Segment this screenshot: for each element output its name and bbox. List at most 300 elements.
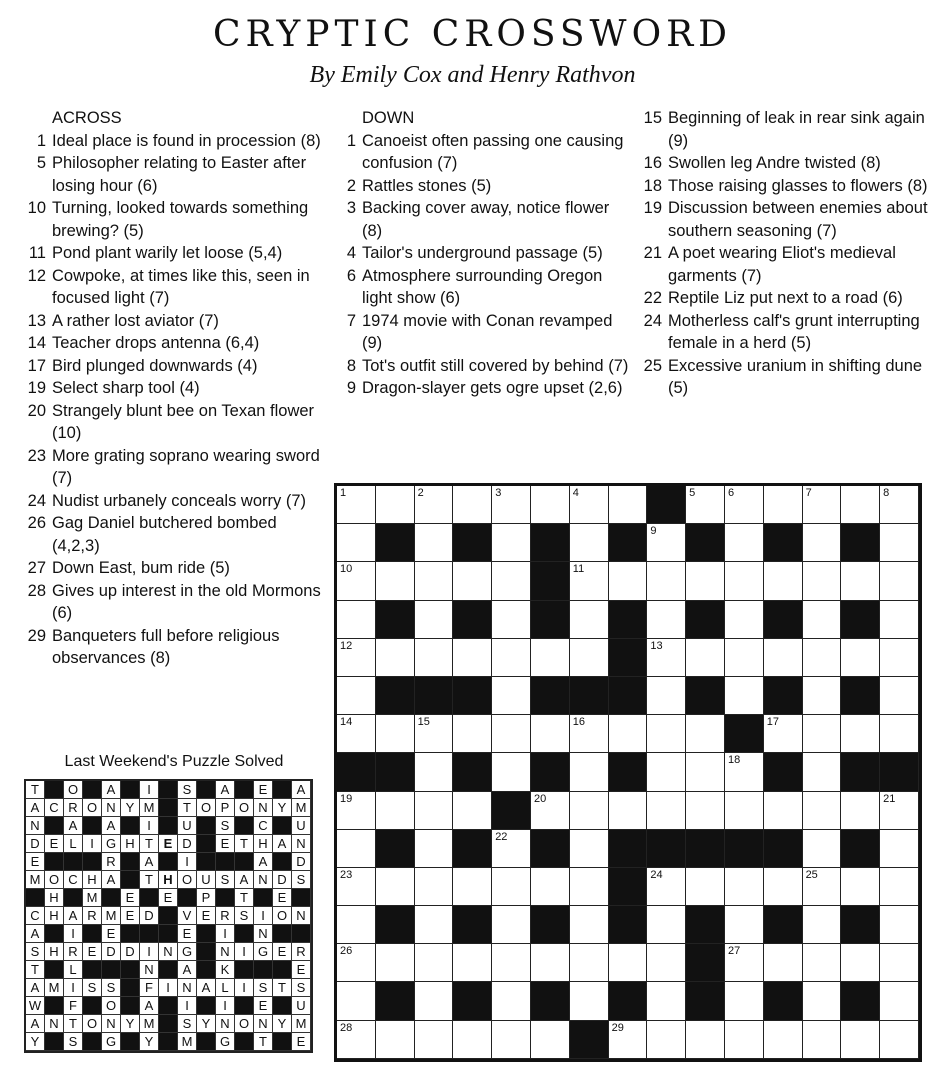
solved-letter-cell: A — [140, 853, 159, 871]
solved-letter-cell: L — [216, 979, 235, 997]
solved-letter-cell: N — [26, 817, 45, 835]
solved-block-cell — [292, 889, 311, 907]
grid-cell[interactable] — [647, 1021, 686, 1059]
grid-block-cell — [686, 830, 725, 868]
grid-cell[interactable] — [803, 753, 842, 791]
grid-cell[interactable] — [337, 944, 376, 982]
grid-cell[interactable] — [570, 982, 609, 1020]
grid-cell[interactable] — [880, 639, 919, 677]
grid-cell[interactable] — [725, 562, 764, 600]
solved-block-cell — [235, 817, 254, 835]
grid-cell[interactable] — [492, 906, 531, 944]
grid-cell[interactable] — [531, 868, 570, 906]
grid-cell[interactable] — [841, 639, 880, 677]
grid-cell[interactable] — [725, 906, 764, 944]
solved-block-cell — [121, 979, 140, 997]
grid-cell[interactable] — [531, 792, 570, 830]
solved-letter-cell: N — [254, 871, 273, 889]
grid-cell[interactable] — [764, 639, 803, 677]
solved-letter-cell: E — [121, 889, 140, 907]
grid-cell[interactable] — [492, 677, 531, 715]
solved-letter-cell: C — [26, 907, 45, 925]
grid-block-cell — [531, 982, 570, 1020]
grid-cell[interactable] — [841, 715, 880, 753]
grid-cell[interactable] — [453, 562, 492, 600]
clue-number: 3 — [346, 199, 356, 217]
clue — [334, 310, 634, 355]
solved-letter-cell: F — [140, 979, 159, 997]
grid-cell[interactable] — [492, 753, 531, 791]
grid-cell[interactable] — [880, 486, 919, 524]
grid-cell[interactable] — [803, 562, 842, 600]
clue — [640, 197, 930, 242]
grid-cell[interactable] — [880, 715, 919, 753]
solved-letter-cell: E — [273, 889, 292, 907]
grid-cell[interactable] — [376, 486, 415, 524]
grid-cell[interactable] — [492, 944, 531, 982]
grid-cell[interactable] — [725, 944, 764, 982]
clue-number: 22 — [643, 289, 662, 307]
grid-cell[interactable] — [647, 982, 686, 1020]
solved-letter-cell: C — [254, 817, 273, 835]
grid-cell[interactable] — [803, 830, 842, 868]
grid-cell[interactable] — [764, 944, 803, 982]
grid-cell[interactable] — [415, 944, 454, 982]
grid-cell[interactable] — [841, 944, 880, 982]
grid-cell[interactable] — [337, 639, 376, 677]
grid-cell[interactable] — [531, 486, 570, 524]
grid-cell[interactable] — [492, 868, 531, 906]
grid-cell[interactable] — [337, 524, 376, 562]
solved-block-cell — [235, 925, 254, 943]
grid-block-cell — [531, 753, 570, 791]
grid-block-cell — [376, 830, 415, 868]
solved-letter-cell: R — [102, 853, 121, 871]
solved-letter-cell: A — [26, 979, 45, 997]
grid-cell[interactable] — [531, 944, 570, 982]
solved-letter-cell: Y — [197, 1015, 216, 1033]
solved-letter-cell: R — [83, 907, 102, 925]
grid-cell[interactable] — [376, 639, 415, 677]
grid-cell[interactable] — [609, 715, 648, 753]
grid-cell[interactable] — [725, 524, 764, 562]
solved-caption: Last Weekend's Puzzle Solved — [64, 753, 284, 770]
grid-cell[interactable] — [492, 486, 531, 524]
grid-cell[interactable] — [376, 715, 415, 753]
grid-cell[interactable] — [647, 677, 686, 715]
grid-cell[interactable] — [492, 1021, 531, 1059]
grid-cell[interactable] — [415, 1021, 454, 1059]
grid-cell[interactable] — [647, 868, 686, 906]
grid-cell[interactable] — [764, 715, 803, 753]
grid-block-cell — [337, 753, 376, 791]
clue-text: A rather lost aviator (7) — [52, 311, 219, 330]
solved-block-cell — [45, 1033, 64, 1051]
grid-cell[interactable] — [647, 715, 686, 753]
grid-cell[interactable] — [647, 562, 686, 600]
cell-number: 17 — [766, 716, 780, 729]
grid-block-cell — [376, 753, 415, 791]
cell-number: 3 — [495, 487, 502, 499]
solved-letter-cell: I — [178, 853, 197, 871]
grid-cell[interactable] — [376, 792, 415, 830]
clue-number: 24 — [643, 311, 662, 330]
clue-number: 19 — [643, 199, 662, 217]
clue-text: Teacher drops antenna (6,4) — [52, 334, 260, 352]
grid-block-cell — [764, 906, 803, 944]
solved-letter-cell: A — [235, 871, 254, 889]
grid-cell[interactable] — [415, 906, 454, 944]
solved-block-cell — [121, 1033, 140, 1051]
grid-cell[interactable] — [492, 562, 531, 600]
grid-cell[interactable] — [376, 562, 415, 600]
grid-cell[interactable] — [647, 524, 686, 562]
solved-letter-cell: A — [26, 925, 45, 943]
grid-cell[interactable] — [841, 1021, 880, 1059]
grid-cell[interactable] — [570, 906, 609, 944]
solved-letter-cell: T — [235, 835, 254, 853]
grid-cell[interactable] — [803, 677, 842, 715]
grid-block-cell — [725, 715, 764, 753]
grid-cell[interactable] — [803, 944, 842, 982]
solved-letter-cell: G — [178, 943, 197, 961]
grid-cell[interactable] — [570, 868, 609, 906]
solved-letter-cell: T — [178, 799, 197, 817]
clue — [24, 490, 324, 513]
grid-cell[interactable] — [880, 792, 919, 830]
grid-cell[interactable] — [725, 639, 764, 677]
clue — [640, 242, 930, 287]
grid-cell[interactable] — [686, 562, 725, 600]
grid-cell[interactable] — [453, 639, 492, 677]
grid-block-cell — [609, 753, 648, 791]
grid-cell[interactable] — [764, 562, 803, 600]
solved-block-cell — [254, 889, 273, 907]
grid-cell[interactable] — [415, 982, 454, 1020]
grid-cell[interactable] — [880, 562, 919, 600]
grid-cell[interactable] — [453, 486, 492, 524]
solved-letter-cell: D — [102, 943, 121, 961]
grid-cell[interactable] — [531, 639, 570, 677]
grid-cell[interactable] — [570, 944, 609, 982]
cell-number: 23 — [340, 868, 353, 881]
grid-cell[interactable] — [803, 601, 842, 639]
grid-cell[interactable] — [647, 753, 686, 791]
grid-cell[interactable] — [880, 982, 919, 1020]
clue-text: Those raising glasses to flowers (8) — [668, 176, 928, 195]
cell-number: 6 — [727, 487, 735, 499]
solved-letter-cell: H — [159, 871, 178, 889]
cell-number: 10 — [340, 563, 353, 576]
grid-cell[interactable] — [686, 868, 725, 906]
grid-cell[interactable] — [880, 1021, 919, 1059]
cell-number: 21 — [883, 792, 896, 805]
solved-letter-cell: N — [254, 799, 273, 817]
grid-cell[interactable] — [376, 868, 415, 906]
clue-number: 4 — [346, 244, 356, 262]
grid-block-cell — [531, 677, 570, 715]
grid-cell[interactable] — [337, 1021, 376, 1059]
grid-cell[interactable] — [880, 830, 919, 868]
grid-cell[interactable] — [880, 524, 919, 562]
clue — [24, 197, 324, 242]
solved-letter-cell: S — [292, 979, 311, 997]
solved-block-cell — [292, 925, 311, 943]
grid-cell[interactable] — [841, 868, 880, 906]
clue — [334, 175, 634, 198]
clue-text: 1974 movie with Conan revamped (9) — [362, 311, 613, 352]
grid-cell[interactable] — [803, 906, 842, 944]
solved-letter-cell: T — [26, 961, 45, 979]
grid-cell[interactable] — [453, 792, 492, 830]
cell-number: 19 — [340, 792, 353, 805]
grid-cell[interactable] — [725, 982, 764, 1020]
grid-block-cell — [764, 601, 803, 639]
grid-cell[interactable] — [415, 639, 454, 677]
grid-cell[interactable] — [492, 601, 531, 639]
grid-cell[interactable] — [570, 639, 609, 677]
grid-cell[interactable] — [337, 601, 376, 639]
clue — [334, 355, 634, 378]
clue-text: Canoeist often passing one causing confusion (7) — [362, 131, 624, 172]
solved-block-cell — [83, 1033, 102, 1051]
grid-cell[interactable] — [570, 562, 609, 600]
grid-cell[interactable] — [415, 715, 454, 753]
solved-letter-cell: A — [64, 907, 83, 925]
grid-cell[interactable] — [570, 792, 609, 830]
grid-cell[interactable] — [803, 715, 842, 753]
solved-block-cell — [159, 817, 178, 835]
grid-cell[interactable] — [570, 524, 609, 562]
solved-letter-cell: U — [197, 871, 216, 889]
grid-cell[interactable] — [492, 639, 531, 677]
grid-cell[interactable] — [453, 868, 492, 906]
clue-text: Pond plant warily let loose (5,4) — [52, 244, 283, 262]
down-heading: DOWN — [362, 109, 415, 127]
grid-cell[interactable] — [647, 792, 686, 830]
grid-block-cell — [376, 906, 415, 944]
grid-cell[interactable] — [337, 677, 376, 715]
solved-letter-cell: T — [140, 871, 159, 889]
grid-cell[interactable] — [570, 486, 609, 524]
clue-number: 20 — [27, 401, 46, 420]
grid-cell[interactable] — [647, 601, 686, 639]
solved-letter-cell: S — [292, 871, 311, 889]
grid-cell[interactable] — [609, 792, 648, 830]
grid-cell[interactable] — [764, 868, 803, 906]
grid-cell[interactable] — [415, 830, 454, 868]
grid-cell[interactable] — [415, 868, 454, 906]
solved-letter-cell: A — [64, 817, 83, 835]
cell-number: 26 — [340, 945, 353, 958]
grid-cell[interactable] — [880, 906, 919, 944]
solved-letter-cell: Y — [273, 1015, 292, 1033]
solved-letter-cell: N — [178, 979, 197, 997]
across-heading: ACROSS — [52, 109, 122, 127]
grid-cell[interactable] — [764, 792, 803, 830]
grid-block-cell — [415, 677, 454, 715]
solved-letter-cell: E — [292, 961, 311, 979]
solved-letter-cell: N — [159, 943, 178, 961]
grid-cell[interactable] — [376, 1021, 415, 1059]
grid-cell[interactable] — [415, 792, 454, 830]
solved-letter-cell: Y — [121, 799, 140, 817]
clue — [24, 332, 324, 355]
grid-block-cell — [376, 524, 415, 562]
grid-cell[interactable] — [570, 715, 609, 753]
grid-block-cell — [686, 906, 725, 944]
grid-cell[interactable] — [880, 601, 919, 639]
grid-cell[interactable] — [453, 944, 492, 982]
grid-cell[interactable] — [492, 982, 531, 1020]
grid-cell[interactable] — [376, 944, 415, 982]
grid-cell[interactable] — [725, 677, 764, 715]
grid-cell[interactable] — [803, 486, 842, 524]
grid-cell[interactable] — [492, 830, 531, 868]
grid-cell[interactable] — [764, 486, 803, 524]
solved-letter-cell: A — [254, 853, 273, 871]
cell-number: 25 — [805, 868, 818, 881]
clue-number: 1 — [36, 131, 46, 150]
clue — [24, 557, 324, 580]
cell-number: 9 — [650, 525, 657, 538]
grid-cell[interactable] — [725, 1021, 764, 1059]
clue — [334, 197, 634, 242]
grid-cell[interactable] — [803, 1021, 842, 1059]
grid-cell[interactable] — [686, 1021, 725, 1059]
grid-cell[interactable] — [337, 792, 376, 830]
grid-cell[interactable] — [337, 715, 376, 753]
grid-cell[interactable] — [337, 868, 376, 906]
solved-block-cell — [83, 817, 102, 835]
grid-cell[interactable] — [337, 982, 376, 1020]
solved-letter-cell: P — [216, 799, 235, 817]
grid-cell[interactable] — [686, 486, 725, 524]
grid-cell[interactable] — [570, 830, 609, 868]
grid-cell[interactable] — [841, 486, 880, 524]
grid-cell[interactable] — [647, 639, 686, 677]
grid-cell[interactable] — [686, 792, 725, 830]
solved-block-cell — [254, 961, 273, 979]
solved-block-cell — [197, 853, 216, 871]
clue-text: Strangely blunt bee on Texan flower (10) — [52, 401, 315, 442]
grid-cell[interactable] — [609, 1021, 648, 1059]
grid-block-cell — [531, 601, 570, 639]
solved-block-cell — [273, 925, 292, 943]
clue — [334, 377, 634, 400]
grid-cell[interactable] — [841, 562, 880, 600]
solved-block-cell — [83, 781, 102, 799]
grid-cell[interactable] — [803, 982, 842, 1020]
grid-cell[interactable] — [531, 1021, 570, 1059]
clue-text: Select sharp tool (4) — [52, 379, 200, 397]
grid-cell[interactable] — [609, 562, 648, 600]
solved-letter-cell: I — [83, 835, 102, 853]
grid-cell[interactable] — [337, 562, 376, 600]
solved-letter-cell: S — [235, 907, 254, 925]
clue-number: 19 — [27, 379, 46, 397]
grid-cell[interactable] — [415, 753, 454, 791]
grid-cell[interactable] — [686, 753, 725, 791]
solved-letter-cell: G — [102, 1033, 121, 1051]
grid-cell[interactable] — [492, 524, 531, 562]
clue-number: 12 — [27, 266, 46, 285]
clue-number: 9 — [346, 379, 356, 397]
grid-cell[interactable] — [531, 715, 570, 753]
grid-cell[interactable] — [453, 715, 492, 753]
clue-number: 29 — [27, 626, 46, 645]
solved-block-cell — [121, 817, 140, 835]
grid-cell[interactable] — [880, 944, 919, 982]
grid-cell[interactable] — [492, 715, 531, 753]
grid-cell[interactable] — [803, 792, 842, 830]
grid-cell[interactable] — [337, 906, 376, 944]
clue — [640, 310, 930, 355]
grid-cell[interactable] — [453, 1021, 492, 1059]
grid-cell[interactable] — [803, 524, 842, 562]
grid-cell[interactable] — [725, 601, 764, 639]
solved-letter-cell: E — [102, 925, 121, 943]
grid-cell[interactable] — [337, 486, 376, 524]
grid-cell[interactable] — [803, 868, 842, 906]
grid-cell[interactable] — [415, 524, 454, 562]
grid-cell[interactable] — [880, 677, 919, 715]
cell-number: 1 — [340, 487, 347, 499]
solved-letter-cell: A — [102, 817, 121, 835]
grid-cell[interactable] — [415, 486, 454, 524]
grid-cell[interactable] — [609, 944, 648, 982]
grid-cell[interactable] — [803, 639, 842, 677]
solved-letter-cell: S — [216, 871, 235, 889]
solved-block-cell — [83, 961, 102, 979]
grid-cell[interactable] — [725, 792, 764, 830]
clue-number: 24 — [27, 491, 46, 510]
solved-letter-cell: E — [254, 781, 273, 799]
grid-cell[interactable] — [570, 753, 609, 791]
grid-cell[interactable] — [609, 486, 648, 524]
grid-cell[interactable] — [764, 1021, 803, 1059]
solved-letter-cell: D — [26, 835, 45, 853]
solved-letter-cell: I — [216, 997, 235, 1015]
clue-text: Tailor's underground passage (5) — [362, 244, 603, 262]
clue — [24, 265, 324, 310]
clue-text: A poet wearing Eliot's medieval garments (7) — [668, 244, 896, 285]
grid-cell[interactable] — [647, 944, 686, 982]
solved-letter-cell: I — [64, 979, 83, 997]
grid-cell[interactable] — [570, 601, 609, 639]
grid-cell[interactable] — [725, 868, 764, 906]
grid-block-cell — [686, 944, 725, 982]
grid-cell[interactable] — [415, 601, 454, 639]
grid-cell[interactable] — [841, 792, 880, 830]
grid-cell[interactable] — [686, 639, 725, 677]
solved-letter-cell: T — [140, 835, 159, 853]
solved-letter-cell: I — [235, 943, 254, 961]
grid-cell[interactable] — [686, 715, 725, 753]
grid-cell[interactable] — [337, 830, 376, 868]
grid-cell[interactable] — [725, 486, 764, 524]
solved-letter-cell: U — [292, 997, 311, 1015]
grid-cell[interactable] — [415, 562, 454, 600]
solved-letter-cell: E — [292, 1033, 311, 1051]
cell-number: 22 — [495, 830, 508, 843]
grid-cell[interactable] — [725, 753, 764, 791]
solved-block-cell — [159, 961, 178, 979]
grid-block-cell — [453, 906, 492, 944]
grid-cell[interactable] — [880, 868, 919, 906]
grid-block-cell — [841, 830, 880, 868]
grid-cell[interactable] — [647, 906, 686, 944]
